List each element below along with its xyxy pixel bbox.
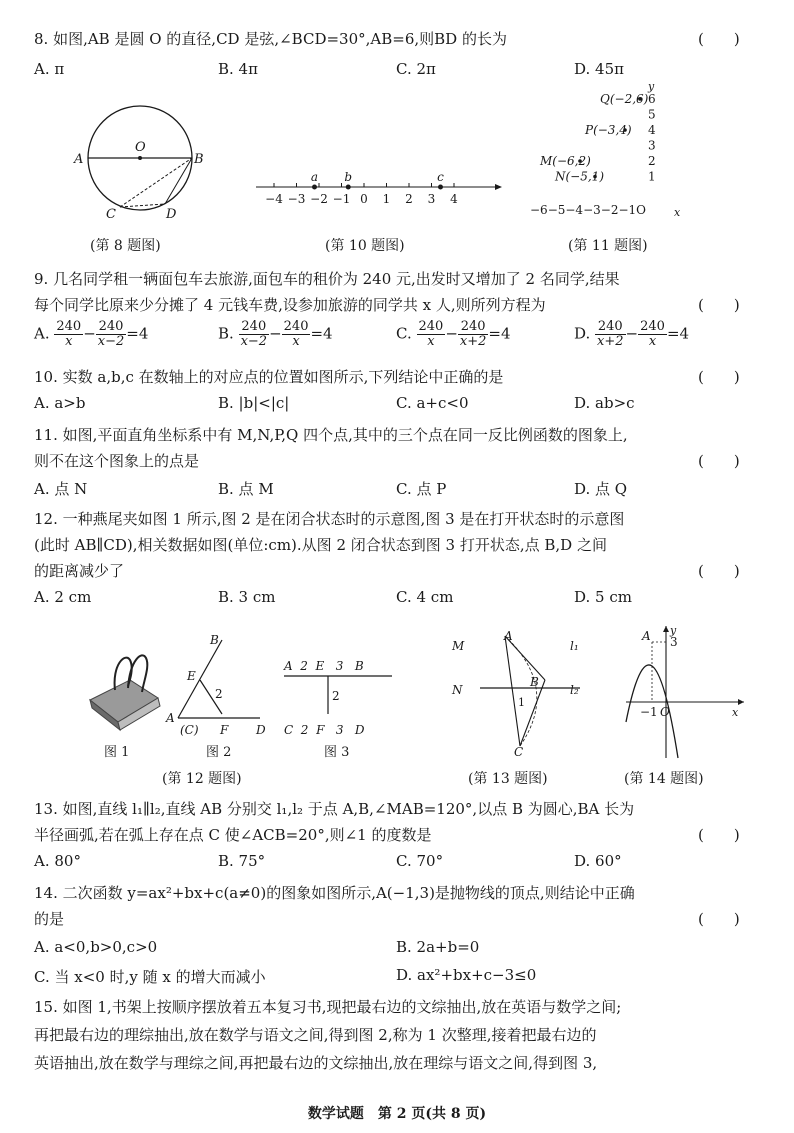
fig13-angle-1: 1 [518, 696, 525, 709]
fig11-y-tick-label: 6 [648, 92, 656, 106]
fig14-label-x: x [732, 706, 739, 719]
figure-11-coordinate-plane [530, 82, 700, 222]
q13-option-b: B. 75° [218, 852, 266, 870]
binder-clip-photo [90, 655, 160, 730]
fig11-point-label-2: M(−6,2) [540, 154, 591, 168]
number-line-point-a [312, 185, 317, 190]
fig8-label-b: B [194, 152, 204, 167]
number-line-tick-label: 0 [360, 192, 368, 206]
fig14-label-y: y [670, 624, 677, 637]
q10-option-b: B. |b|<|c| [218, 394, 290, 412]
q15-line3: 英语抽出,放在数学与理综之间,再把最右边的文综抽出,放在理综与语文之间,得到图 3, [34, 1054, 598, 1072]
caption-fig8: (第 8 题图) [90, 238, 161, 254]
q14-option-c: C. 当 x<0 时,y 随 x 的增大而减小 [34, 968, 266, 986]
q12-stem-line1: 12. 一种燕尾夹如图 1 所示,图 2 是在闭合状态时的示意图,图 3 是在打开状态时的示意图 [34, 510, 625, 528]
number-line-tick-label: 3 [427, 192, 436, 206]
q11-stem-line1: 11. 如图,平面直角坐标系中有 M,N,P,Q 四个点,其中的三个点在同一反比例函数的图象上, [34, 426, 628, 444]
q15-line2: 再把最右边的理综抽出,放在数学与语文之间,得到图 2,称为 1 次整理,接着把最右边的 [34, 1026, 597, 1044]
q11-option-d: D. 点 Q [574, 480, 628, 498]
q8-answer-paren: ( ) [698, 30, 740, 48]
caption-fig11: (第 11 题图) [568, 238, 648, 254]
q8-option-d: D. 45π [574, 60, 624, 78]
fig11-point-label-3: N(−5,1) [555, 169, 605, 184]
q12-stem-line2: (此时 AB∥CD),相关数据如图(单位:cm).从图 2 闭合状态到图 3 打开状态,点 B,D 之间 [34, 536, 607, 554]
fig12-3-len: 2 [332, 689, 340, 703]
fig13-label-a: A [504, 629, 513, 643]
number-line-tick-label: 2 [405, 192, 413, 206]
q13-option-a: A. 80° [34, 852, 81, 870]
q14-stem-line1: 14. 二次函数 y=ax²+bx+c(a≠0)的图象如图所示,A(−1,3)是抛物线的顶点,则结论中正确 [34, 884, 635, 902]
figure-13-parallel-lines [450, 628, 600, 758]
fig12-label-3: 图 3 [324, 745, 350, 760]
q11-answer-paren: ( ) [698, 452, 740, 470]
q10-option-c: C. a+c<0 [396, 394, 469, 412]
fig14-label-neg1: −1 [640, 705, 658, 719]
fig12-2-label-a: A [166, 711, 175, 725]
q14-answer-paren: ( ) [698, 910, 740, 928]
q8-option-b: B. 4π [218, 60, 258, 78]
number-line-point-label-c: c [437, 170, 444, 184]
q10-stem: 10. 实数 a,b,c 在数轴上的对应点的位置如图所示,下列结论中正确的是 [34, 368, 504, 386]
caption-fig14: (第 14 题图) [624, 771, 704, 787]
fig13-label-c: C [514, 745, 524, 758]
q14-option-d: D. ax²+bx+c−3≤0 [396, 966, 537, 984]
q8-option-c: C. 2π [396, 60, 436, 78]
q9-answer-paren: ( ) [698, 296, 740, 314]
fig11-y-tick-label: 5 [648, 107, 656, 122]
fig11-x-tick-labels: −6−5−4−3−2−1O [530, 203, 646, 217]
q11-stem-line2: 则不在这个图象上的点是 [34, 452, 200, 470]
fig12-2-label-d: D [256, 723, 266, 737]
number-line-tick-label: 1 [382, 192, 391, 206]
fig11-y-axis-label: y [648, 82, 655, 93]
number-line-tick-label: −1 [332, 192, 351, 206]
q9-option-c: C. $\frac{240}{x}$ − $\frac{240}{x+2}$ =4 [396, 319, 511, 349]
number-line-tick-label: −2 [310, 192, 328, 206]
caption-fig13: (第 13 题图) [468, 771, 548, 787]
number-line-arrow [495, 184, 502, 190]
q15-line1: 15. 如图 1,书架上按顺序摆放着五本复习书,现把最右边的文综抽出,放在英语与数学之间; [34, 998, 622, 1016]
q12-option-d: D. 5 cm [574, 588, 632, 606]
fig11-point-label-0: Q(−2,6) [600, 92, 649, 106]
number-line-point-b [346, 185, 351, 190]
q10-option-d: D. ab>c [574, 394, 635, 412]
q9-option-b: B. $\frac{240}{x-2}$ − $\frac{240}{x}$ =4 [218, 319, 333, 349]
fig11-point-label-1: P(−3,4) [585, 123, 632, 137]
q9-option-d: D. $\frac{240}{x+2}$ − $\frac{240}{x}$ =4 [574, 319, 690, 349]
fig13-label-b: B [530, 675, 539, 689]
fig8-label-d: D [166, 207, 177, 222]
fig13-label-l1: l₁ [570, 639, 579, 653]
fig12-3-top-labels: A 2 E 3 B [284, 659, 364, 673]
q9-option-a: A. $\frac{240}{x}$ − $\frac{240}{x-2}$ =4 [34, 319, 149, 349]
fig11-y-tick-label: 2 [648, 154, 656, 168]
q9-stem-line1: 9. 几名同学租一辆面包车去旅游,面包车的租价为 240 元,出发时又增加了 2 名同学,结果 [34, 270, 620, 288]
q12-stem-line3: 的距离减少了 [34, 562, 125, 580]
caption-fig10: (第 10 题图) [325, 238, 405, 254]
caption-fig12: (第 12 题图) [162, 771, 242, 787]
number-line-tick-label: −4 [265, 192, 283, 206]
number-line-tick-label: −3 [287, 192, 306, 206]
fig11-x-axis-label: x [674, 206, 681, 219]
figure-14-parabola [620, 622, 750, 762]
fig13-label-n: N [452, 683, 463, 697]
q14-option-b: B. 2a+b=0 [396, 938, 480, 956]
q10-option-a: A. a>b [34, 394, 86, 412]
figure-8-circle [70, 100, 220, 230]
fig14-label-a: A [642, 629, 651, 643]
fig13-label-l2: l₂ [570, 683, 579, 697]
q13-answer-paren: ( ) [698, 826, 740, 844]
number-line-point-label-b: b [344, 170, 353, 184]
fig11-y-tick-label: 1 [648, 169, 656, 184]
fig14-label-o: O [660, 705, 670, 719]
q8-stem: 8. 如图,AB 是圆 O 的直径,CD 是弦,∠BCD=30°,AB=6,则BD 的长为 [34, 30, 507, 48]
q12-option-b: B. 3 cm [218, 588, 276, 606]
fig12-3-bottom-labels: C 2 F 3 D [284, 723, 365, 737]
fig12-label-1: 图 1 [104, 745, 130, 760]
fig8-label-c: C [106, 207, 116, 222]
number-line-tick-label: 4 [450, 192, 458, 206]
fig14-label-3: 3 [670, 635, 678, 649]
q12-option-c: C. 4 cm [396, 588, 454, 606]
q11-option-b: B. 点 M [218, 480, 274, 498]
fig12-2-label-c: (C) [180, 723, 199, 737]
fig8-label-a: A [74, 152, 84, 167]
q12-answer-paren: ( ) [698, 562, 740, 580]
q13-option-c: C. 70° [396, 852, 444, 870]
q12-option-a: A. 2 cm [34, 588, 92, 606]
q13-option-d: D. 60° [574, 852, 622, 870]
fig8-label-o: O [135, 140, 146, 155]
number-line-point-c [438, 185, 443, 190]
figure-12-binder-clip [70, 630, 470, 760]
q13-stem-line1: 13. 如图,直线 l₁∥l₂,直线 AB 分别交 l₁,l₂ 于点 A,B,∠MAB=120°,以点 B 为圆心,BA 长为 [34, 800, 635, 818]
q13-stem-line2: 半径画弧,若在弧上存在点 C 使∠ACB=20°,则∠1 的度数是 [34, 826, 432, 844]
fig11-y-tick-label: 3 [648, 138, 656, 153]
q14-option-a: A. a<0,b>0,c>0 [34, 938, 158, 956]
fig13-label-m: M [452, 639, 465, 653]
page-footer: 数学试题 第 2 页(共 8 页) [307, 1106, 487, 1122]
fig12-2-label-b: B [210, 633, 219, 647]
number-line-point-label-a: a [310, 170, 319, 184]
q10-answer-paren: ( ) [698, 368, 740, 386]
q9-stem-line2: 每个同学比原来少分摊了 4 元钱车费,设参加旅游的同学共 x 人,则所列方程为 [34, 296, 546, 314]
q14-stem-line2: 的是 [34, 910, 65, 928]
fig11-y-tick-label: 4 [648, 123, 656, 137]
fig12-2-label-e: E [187, 669, 196, 683]
figure-10-number-line [250, 165, 510, 215]
q11-option-a: A. 点 N [34, 480, 88, 498]
q8-option-a: A. π [34, 60, 65, 78]
fig12-2-len: 2 [215, 687, 223, 701]
q11-option-c: C. 点 P [396, 480, 447, 498]
fig12-label-2: 图 2 [206, 745, 232, 760]
fig12-2-label-f: F [220, 723, 229, 737]
